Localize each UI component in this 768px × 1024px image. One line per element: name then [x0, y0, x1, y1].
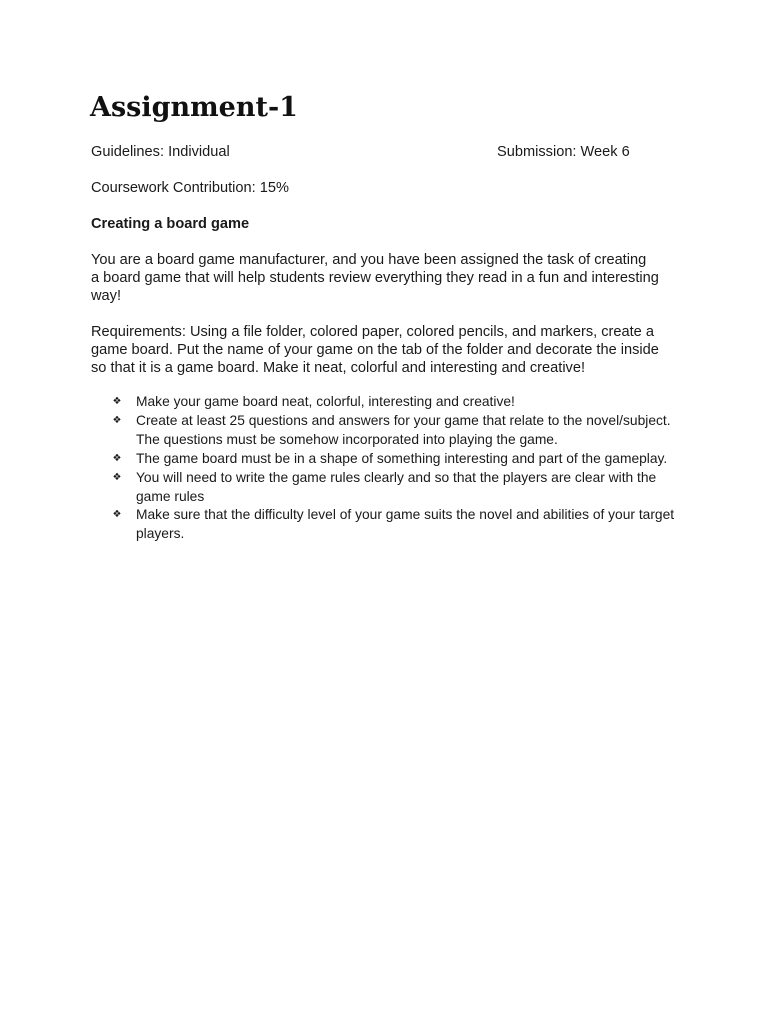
list-item-text: players.	[136, 526, 185, 542]
diamond-bullet-icon: ❖	[112, 509, 122, 521]
requirements-line: Requirements: Using a file folder, colored paper, colored pencils, and markers, create a	[91, 324, 654, 340]
coursework-contribution-text: Coursework Contribution: 15%	[91, 180, 289, 196]
list-item	[110, 412, 674, 450]
list-item	[110, 506, 674, 544]
diamond-bullet-icon: ❖	[112, 471, 122, 483]
requirements-line: so that it is a game board. Make it neat, colorful and interesting and creative!	[91, 360, 586, 377]
guidelines-text: Guidelines: Individual	[91, 144, 230, 160]
diamond-bullet-icon: ❖	[112, 396, 122, 407]
intro-paragraph	[91, 251, 659, 306]
list-item-text: The game board must be in a shape of something interesting and part of the gameplay.	[136, 450, 668, 466]
list-item-text: The questions must be somehow incorporated into playing the game.	[136, 431, 558, 447]
submission-text: Submission: Week 6	[497, 144, 630, 160]
requirements-list	[110, 393, 674, 544]
requirements-line: game board. Put the name of your game on the tab of the folder and decorate the inside	[91, 342, 659, 359]
diamond-bullet-icon: ❖	[112, 452, 122, 464]
assignment-title: Assignment-1	[90, 92, 298, 123]
list-item	[110, 393, 674, 412]
list-item-text: Make sure that the difficulty level of your game suits the novel and abilities of your target	[136, 507, 675, 523]
section-heading: Creating a board game	[91, 216, 250, 232]
list-item-text: Create at least 25 questions and answers for your game that relate to the novel/subject.	[136, 412, 671, 428]
list-item-text: game rules	[136, 488, 205, 504]
list-item	[110, 469, 674, 507]
list-item-text: You will need to write the game rules clearly and so that the players are clear with the	[136, 469, 657, 485]
intro-line: a board game that will help students review everything they read in a fun and interesting	[91, 270, 659, 287]
list-item-text: Make your game board neat, colorful, interesting and creative!	[136, 394, 515, 409]
diamond-bullet-icon: ❖	[112, 414, 122, 426]
requirements-paragraph	[91, 323, 659, 378]
intro-line: You are a board game manufacturer, and you have been assigned the task of creating	[91, 252, 647, 268]
list-item	[110, 450, 674, 469]
intro-line: way!	[91, 288, 122, 305]
